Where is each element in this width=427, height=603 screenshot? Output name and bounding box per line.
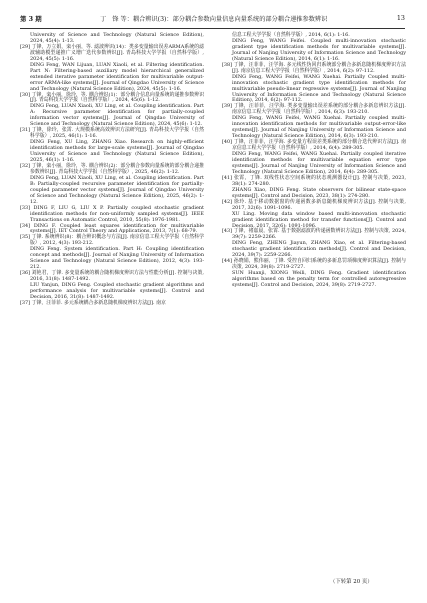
reference-entry: [37] 丁锋，汪菲菲. 多元系统耦合多新息随机梯度辨识方法[J]. 南京: [20, 299, 166, 306]
reference-entry: DING Feng, WANG Feifei. Coupled multi-innovation stochastic gradient type identification methods for multivariable systems[J]. Journal of Nanjing University of Information Science and Technology (Natural Science Edition), 2014, 6(1): 1-16.: [232, 37, 406, 62]
running-title: 丁 锋 等：耦合辨识(3)：部分耦合参数向量信息向量系统的部分耦合递推参数辨识: [100, 16, 328, 23]
reference-entry: ZHANG Xiao, DING Feng. State observers for bilinear state-space systems[J]. Control and Decision, 2023, 38(1): 274-280.: [232, 186, 406, 199]
reference-entry: [32] 丁锋，栾小丽，徐玲，等. 耦合辨识(2)：部分耦合参数向量系统的部分耦合递推参数辨识[J]. 青岛科技大学学报（自然科学版）, 2025, 46(2): 1-12.: [20, 162, 204, 175]
right-column: [222, 33, 406, 289]
reference-entry: XU Ling. Moving data window based multi-innovation stochastic gradient identification method for transfer functions[J]. Control and Decision, 2017, 32(6): 1091-1096.: [232, 210, 406, 229]
reference-entry: [38] 丁锋，汪菲菲，汪学海. 多元线性伪回归系统部分耦合多新息随机梯度辨识方法[J]. 南京信息工程大学学报（自然科学版）, 2014, 6(2): 97-112.: [222, 61, 406, 74]
reference-entry: DING Feng, ZHENG Jiayun, ZHANG Xiao, et al. Filtering-based stochastic gradient identification methods[J]. Control and Decision, 2024, 39(7): 2259-2266.: [232, 240, 406, 259]
reference-entry: SUN Huanji, XIONG Weili, DING Feng. Gradient identification algorithms based on the penalty term for controlled autoregressive systems[J]. Control and Decision, 2024, 39(8): 2719-2727.: [232, 270, 406, 289]
reference-entry: DING Feng, LUAN Xiaoli, XU Ling, et al. Coupling identification. Part B: Partially-coupled recursive parameter identification for partially-coupled parameter vector systems[J]. Journal of Qingdao University of Science and Technology (Natural Science Edition), 2025, 46(2): 1-12.: [30, 174, 204, 205]
reference-entry: [44] 孙晓娟，熊伟丽，丁锋. 受控自回归系统的多新息罚项梯度辨识算法[J]. 控制与决策, 2024, 39(8): 2719-2727.: [222, 258, 406, 271]
reference-entry: DING Feng, WANG Feifei, WANG Xuehai. Partially coupled iterative identification methods for multivariable equation error type systems[J]. Journal of Nanjing University of Information Science and Technology (Natural Science Edition), 2014, 6(4): 289-305.: [232, 151, 406, 175]
issue-label: 第 3 期: [20, 15, 42, 23]
reference-entry: University of Science and Technology (Natural Science Edition), 2024, 45(4): 1-13.: [30, 32, 204, 44]
reference-entry: [34] DING F. Coupled least squares identification for multivariable systems[J]. IET Control Theory and Applications, 2013, 7(1): 68-79.: [20, 222, 204, 235]
reference-entry: DING Feng, WANG Feifei, WANG Xuehai. Partially coupled multi-innovation identification methods for multivariable output-error-like systems[J]. Journal of Nanjing University of Information Science and Technology (Natural Science Edition), 2014, 6(3): 193-210.: [232, 115, 406, 140]
reference-entry: [33] DING F, LIU G, LIU X P. Partially coupled stochastic gradient identification methods for non-uniformly sampled systems[J]. IEEE Transactions on Automatic Control, 2010, 55(8): 1976-1981.: [20, 204, 204, 223]
reference-entry: DING Feng, LUAN Xiaoli, XU Ling, et al. Coupling identification. Part A: Recursive parameter identification for partially-coupled information vector systems[J]. Journal of Qingdao University of Science and Technology (Natural Science Edition), 2024, 45(6): 1-12.: [30, 103, 204, 128]
reference-entry: [36] 刘艳君，丁锋. 多变量系统的耦合随机梯度辨识方法与性能分析[J]. 控制与决策, 2016, 31(8): 1487-1492.: [20, 270, 204, 283]
page-header: [20, 14, 405, 29]
reference-entry: [42] 徐玲. 基于移动数据窗的传递函数多新息随机梯度辨识方法[J]. 控制与决策, 2017, 32(6): 1091-1096.: [222, 198, 406, 211]
reference-entry: [29] 丁锋，万立娟，栾小丽，等. 滤波辨识(14)：类多变量输出误差ARMA系统的滤波辅助模型递推广义增广迭代参数辨识[J]. 青岛科技大学学报（自然科学版）, 2024, 45(5): 1-16.: [20, 43, 204, 62]
reference-entry: LIU Yanjun, DING Feng. Coupled stochastic gradient algorithms and performance analysis for multivariable systems[J]. Control and Decision, 2016, 31(8): 1487-1492.: [30, 282, 204, 300]
reference-entry: DING Feng. System identification. Part H: Coupling identification concept and methods[J]. Journal of Nanjing University of Information Science and Technology (Natural Science Edition), 2012, 4(3): 193-212.: [30, 246, 204, 271]
reference-entry: DING Feng, WAN Lijuan, LUAN Xiaoli, et al. Filtering identification. Part N: Filtering-based auxiliary model hierarchical generalized extended iterative parameter identification for multivariable output-error ARMA-like systems[J]. Journal of Qingdao University of Science and Technology (Natural Science Edition), 2024, 45(5): 1-16.: [30, 61, 204, 92]
reference-entry: DING Feng, WANG Feifei, WANG Xuehai. Partially Coupled multi-innovation stochastic gradient type identification methods for multivariable pseudo-linear regressive systems[J]. Journal of Nanjing University of Information Science and Technology (Natural Science Edition), 2014, 6(2): 97-112.: [232, 73, 406, 104]
reference-entry: [39] 丁锋，汪菲菲，汪学海. 类多变量输出误差系统的部分耦合多新息辨识方法[J]. 南京信息工程大学学报（自然科学版）, 2014, 6(3): 193-210.: [222, 103, 406, 116]
reference-entry: 信息工程大学学报（自然科学版）, 2014, 6(1): 1-16.: [232, 32, 350, 38]
page-number: 13: [396, 14, 405, 22]
reference-entry: [35] 丁锋. 系统辨识(8)：耦合辨识概念与方法[J]. 南京信息工程大学学报（自然科学版）, 2012, 4(3): 193-212.: [20, 234, 204, 247]
reference-entry: [41] 张霄，丁锋. 双线性状态空间系统的状态观测器设计[J]. 控制与决策, 2023, 38(1): 274-280.: [222, 174, 406, 187]
reference-entry: [40] 丁锋，汪菲菲，汪学海. 多变量方程误差类系统的部分耦合迭代辨识方法[J]. 南京信息工程大学学报（自然科学版）, 2014, 6(4): 289-305.: [222, 139, 406, 152]
reference-entry: DING Feng, XU Ling, ZHANG Xiao. Research on highly-efficient identification methods for large-scale systems[J]. Journal of Qingdao University of Science and Technology (Natural Science Edition), 2025, 46(1): 1-16.: [30, 139, 204, 164]
reference-entry: [31] 丁锋，徐玲，张霄. 大规模系统高效辨识方法研究[J]. 青岛科技大学学报（自然科学版）, 2025, 46(1): 1-16.: [20, 127, 204, 140]
left-column: [20, 33, 204, 307]
reference-entry: [30] 丁锋，栾小丽，徐玲，等. 耦合辨识(1)：部分耦合信息向量系统的递推参数辨识[J]. 青岛科技大学学报（自然科学版）, 2024, 45(6): 1-12.: [20, 91, 204, 104]
reference-entry: [43] 丁锋，褚嘉晨，张霄. 基于数据滤波的传递函数辨识方法[J]. 控制与决策, 2024, 39(7): 2259-2266.: [222, 228, 406, 241]
continued-note: （下转第 20 页）: [330, 579, 373, 585]
